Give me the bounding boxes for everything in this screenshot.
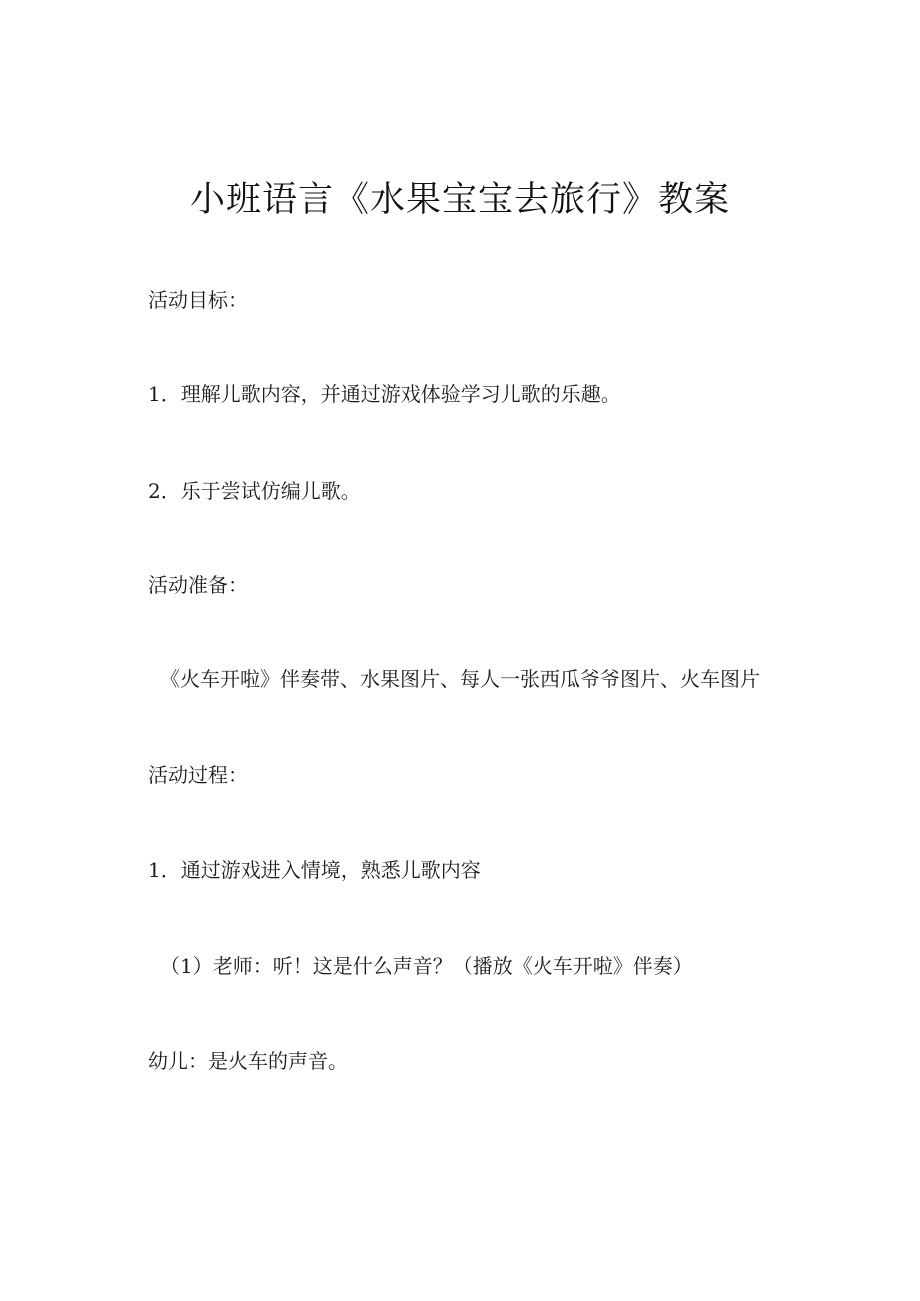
section-heading-goals: 活动目标： — [148, 288, 248, 312]
goal-item-2: 2．乐于尝试仿编儿歌。 — [148, 479, 361, 503]
section-heading-process: 活动过程： — [148, 763, 248, 787]
preparation-materials: 《火车开啦》伴奏带、水果图片、每人一张西瓜爷爷图片、火车图片 — [160, 667, 760, 691]
goal-item-1: 1．理解儿歌内容，并通过游戏体验学习儿歌的乐趣。 — [148, 382, 621, 406]
section-heading-preparation: 活动准备： — [148, 573, 248, 597]
document-title: 小班语言《水果宝宝去旅行》教案 — [189, 180, 730, 220]
child-response: 幼儿：是火车的声音。 — [148, 1049, 348, 1073]
process-substep-1: （1）老师：听！这是什么声音？（播放《火车开啦》伴奏） — [160, 954, 693, 978]
process-step-1: 1．通过游戏进入情境，熟悉儿歌内容 — [148, 858, 481, 882]
